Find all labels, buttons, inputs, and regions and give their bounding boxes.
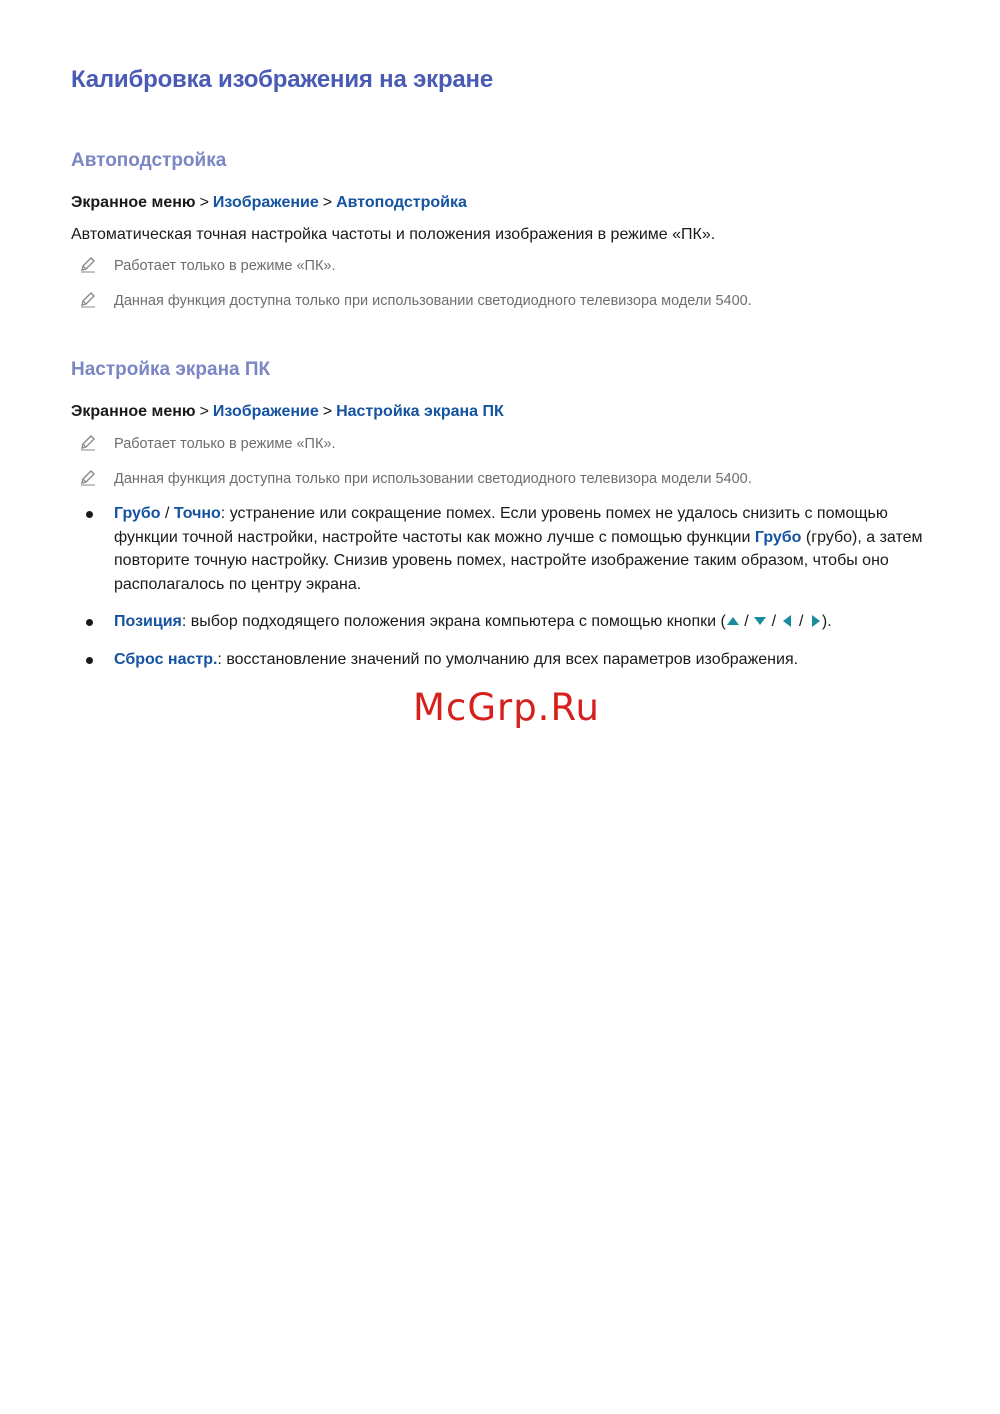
menu-path-root: Экранное меню — [71, 194, 196, 211]
section-heading-auto-adjust: Автоподстройка — [71, 150, 227, 171]
bullet-body — [114, 610, 946, 634]
keyword-coarse: Грубо — [754, 528, 802, 546]
path-separator: > — [199, 403, 209, 420]
section-heading-pc-screen: Настройка экрана ПК — [71, 359, 271, 380]
watermark: McGrp.Ru — [413, 686, 600, 729]
bullet-text: ). — [821, 613, 832, 630]
note-text: Данная функция доступна только при использовании светодиодного телевизора модели 5400. — [114, 293, 752, 309]
keyword-coarse: Грубо — [114, 505, 161, 522]
slash-separator: / — [160, 505, 174, 522]
pencil-icon — [79, 255, 97, 273]
arrow-left-icon — [781, 614, 795, 628]
arrow-down-icon — [753, 614, 767, 628]
menu-path-root: Экранное меню — [71, 403, 196, 420]
bullet-dot — [86, 657, 93, 664]
auto-adjust-description: Автоматическая точная настройка частоты и положения изображения в режиме «ПК». — [71, 226, 716, 243]
bullet-text: : выбор подходящего положения экрана компьютера с помощью кнопки ( — [181, 613, 726, 630]
bullet-dot — [86, 511, 93, 518]
slash-separator: / — [767, 613, 781, 630]
note-pc-mode-only — [79, 255, 336, 276]
bullet-coarse-fine — [86, 502, 946, 596]
slash-separator: / — [794, 613, 808, 630]
keyword-position: Позиция — [114, 613, 182, 630]
arrow-right-icon — [808, 614, 822, 628]
slash-separator: / — [739, 613, 754, 630]
bullet-body — [114, 648, 946, 672]
note-text: Работает только в режиме «ПК». — [114, 258, 336, 274]
page-title: Калибровка изображения на экране — [71, 66, 493, 93]
note-text: Данная функция доступна только при использовании светодиодного телевизора модели 5400. — [114, 471, 752, 487]
bullet-reset — [86, 648, 946, 672]
path-separator: > — [199, 194, 209, 211]
pencil-icon — [79, 468, 97, 486]
keyword-reset: Сброс настр. — [114, 651, 218, 668]
path-separator: > — [322, 403, 333, 420]
note-model-5400 — [79, 468, 752, 489]
bullet-text: : восстановление значений по умолчанию для всех параметров изображения. — [217, 651, 799, 668]
bullet-text: : устранение или сокращение помех. Если уровень помех не удалось снизить с помощью функции точной настройки, настройте частоты как можно лучше с помощью функции — [114, 505, 888, 546]
arrow-up-icon — [726, 614, 740, 628]
keyword-fine: Точно — [173, 505, 221, 522]
bullet-body — [114, 502, 946, 596]
path-separator: > — [322, 194, 333, 211]
note-pc-mode-only — [79, 433, 336, 454]
menu-link-picture[interactable]: Изображение — [212, 403, 319, 420]
menu-path-pc-screen — [71, 402, 504, 422]
menu-link-pc-screen[interactable]: Настройка экрана ПК — [336, 403, 504, 420]
pencil-icon — [79, 290, 97, 308]
note-model-5400 — [79, 290, 752, 311]
bullet-dot — [86, 619, 93, 626]
note-text: Работает только в режиме «ПК». — [114, 436, 336, 452]
menu-link-picture[interactable]: Изображение — [212, 194, 319, 211]
bullet-text: (грубо), а затем повторите точную настройку. Снизив уровень помех, настройте изображение таким образом, чтобы оно располагалось по центру экрана. — [114, 528, 923, 593]
pencil-icon — [79, 433, 97, 451]
menu-link-auto-adjust[interactable]: Автоподстройка — [336, 194, 467, 211]
bullet-position — [86, 610, 946, 634]
menu-path-auto-adjust — [71, 193, 467, 213]
